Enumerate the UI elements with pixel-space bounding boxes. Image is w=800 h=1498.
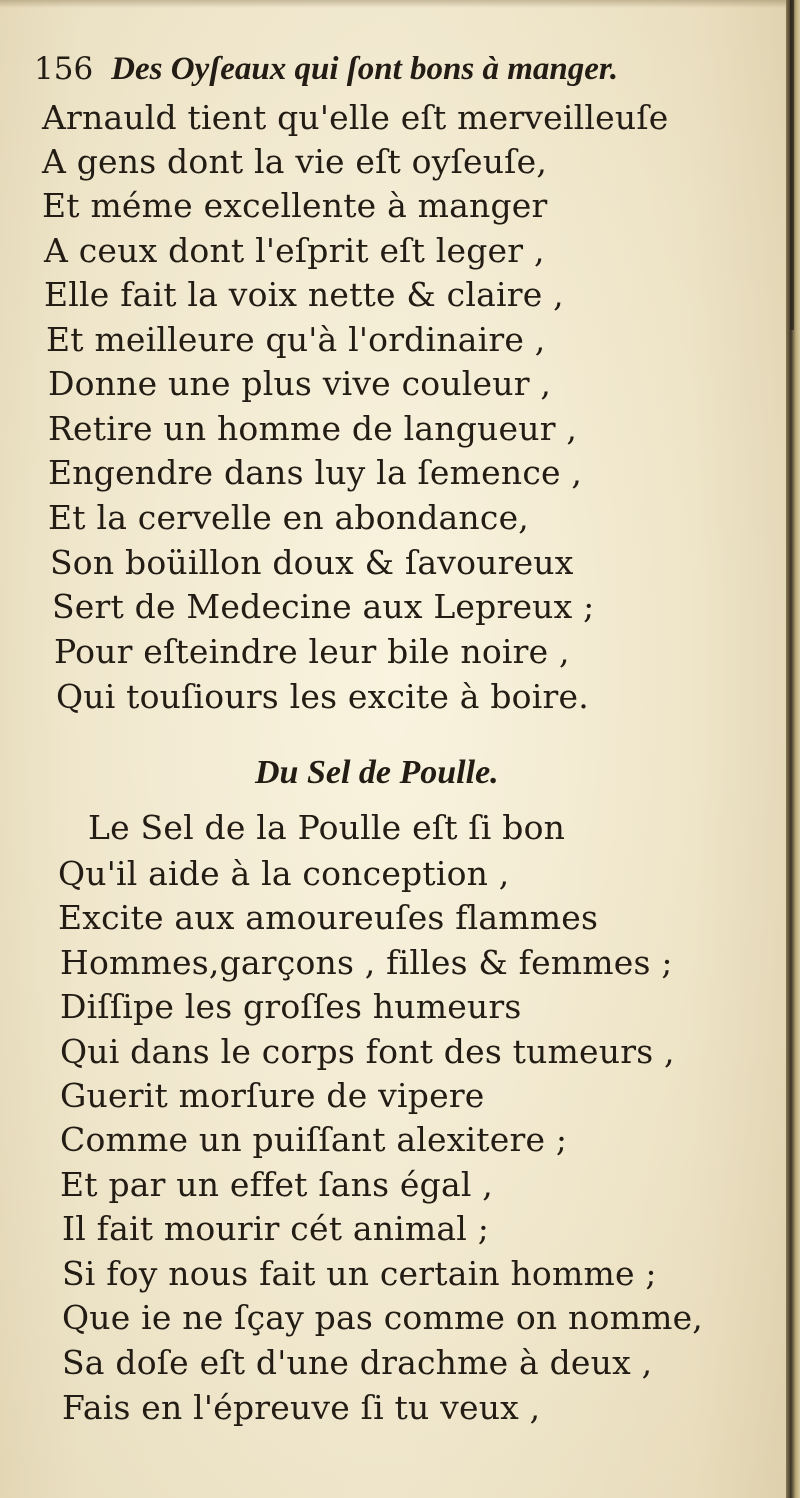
show-through-decoration bbox=[602, 150, 772, 194]
book-gutter bbox=[786, 0, 800, 1498]
binding-shadow bbox=[790, 0, 794, 330]
verse-line: Le Sel de la Poulle eſt ſi bon bbox=[88, 808, 566, 847]
running-head bbox=[34, 44, 714, 94]
verse-line: Et la cervelle en abondance, bbox=[48, 498, 529, 537]
verse-line: Hommes,garçons , filles & femmes ; bbox=[60, 943, 673, 982]
running-title: Des Oyſeaux qui ſont bons à manger. bbox=[111, 51, 619, 87]
verse-line: Arnauld tient qu'elle eſt merveilleuſe bbox=[42, 98, 669, 137]
verse-line: Si foy nous fait un certain homme ; bbox=[62, 1254, 657, 1293]
verse-line: Elle fait la voix nette & claire , bbox=[44, 275, 564, 314]
page-top-shadow bbox=[0, 0, 786, 8]
verse-line: Guerit morſure de vipere bbox=[60, 1076, 485, 1115]
verse-line: Sert de Medecine aux Lepreux ; bbox=[52, 587, 595, 626]
verse-line: A ceux dont l'eſprit eſt leger , bbox=[44, 231, 545, 270]
verse-line: Diſſipe les groſſes humeurs bbox=[60, 987, 522, 1026]
verse-line: Pour eſteindre leur bile noire , bbox=[54, 632, 570, 671]
verse-line: Qui dans le corps font des tumeurs , bbox=[60, 1032, 675, 1071]
verse-line: Sa doſe eſt d'une drachme à deux , bbox=[62, 1343, 653, 1382]
page-number: 156 bbox=[34, 51, 94, 87]
verse-line: Il fait mourir cét animal ; bbox=[62, 1209, 490, 1248]
section-heading: Du Sel de Poulle. bbox=[255, 754, 499, 791]
verse-line: Excite aux amoureuſes flammes bbox=[58, 898, 599, 937]
verse-line: Et meilleure qu'à l'ordinaire , bbox=[46, 320, 546, 359]
verse-line: Qui touſiours les excite à boire. bbox=[56, 677, 589, 716]
verse-line: Comme un puiſſant alexitere ; bbox=[60, 1120, 568, 1159]
verse-line: Engendre dans luy la ſemence , bbox=[48, 453, 583, 492]
verse-line: Et méme excellente à manger bbox=[42, 186, 548, 225]
verse-line: Fais en l'épreuve ſi tu veux , bbox=[62, 1388, 541, 1427]
verse-line: Que ie ne ſçay pas comme on nomme, bbox=[62, 1298, 703, 1337]
verse-line: A gens dont la vie eſt oyſeuſe, bbox=[42, 142, 548, 181]
verse-line: Retire un homme de langueur , bbox=[48, 409, 578, 448]
verse-line: Et par un effet ſans égal , bbox=[60, 1165, 493, 1204]
verse-line: Donne une plus vive couleur , bbox=[48, 364, 552, 403]
verse-line: Qu'il aide à la conception , bbox=[58, 854, 510, 893]
verse-line: Son boüillon doux & ſavoureux bbox=[50, 543, 574, 582]
